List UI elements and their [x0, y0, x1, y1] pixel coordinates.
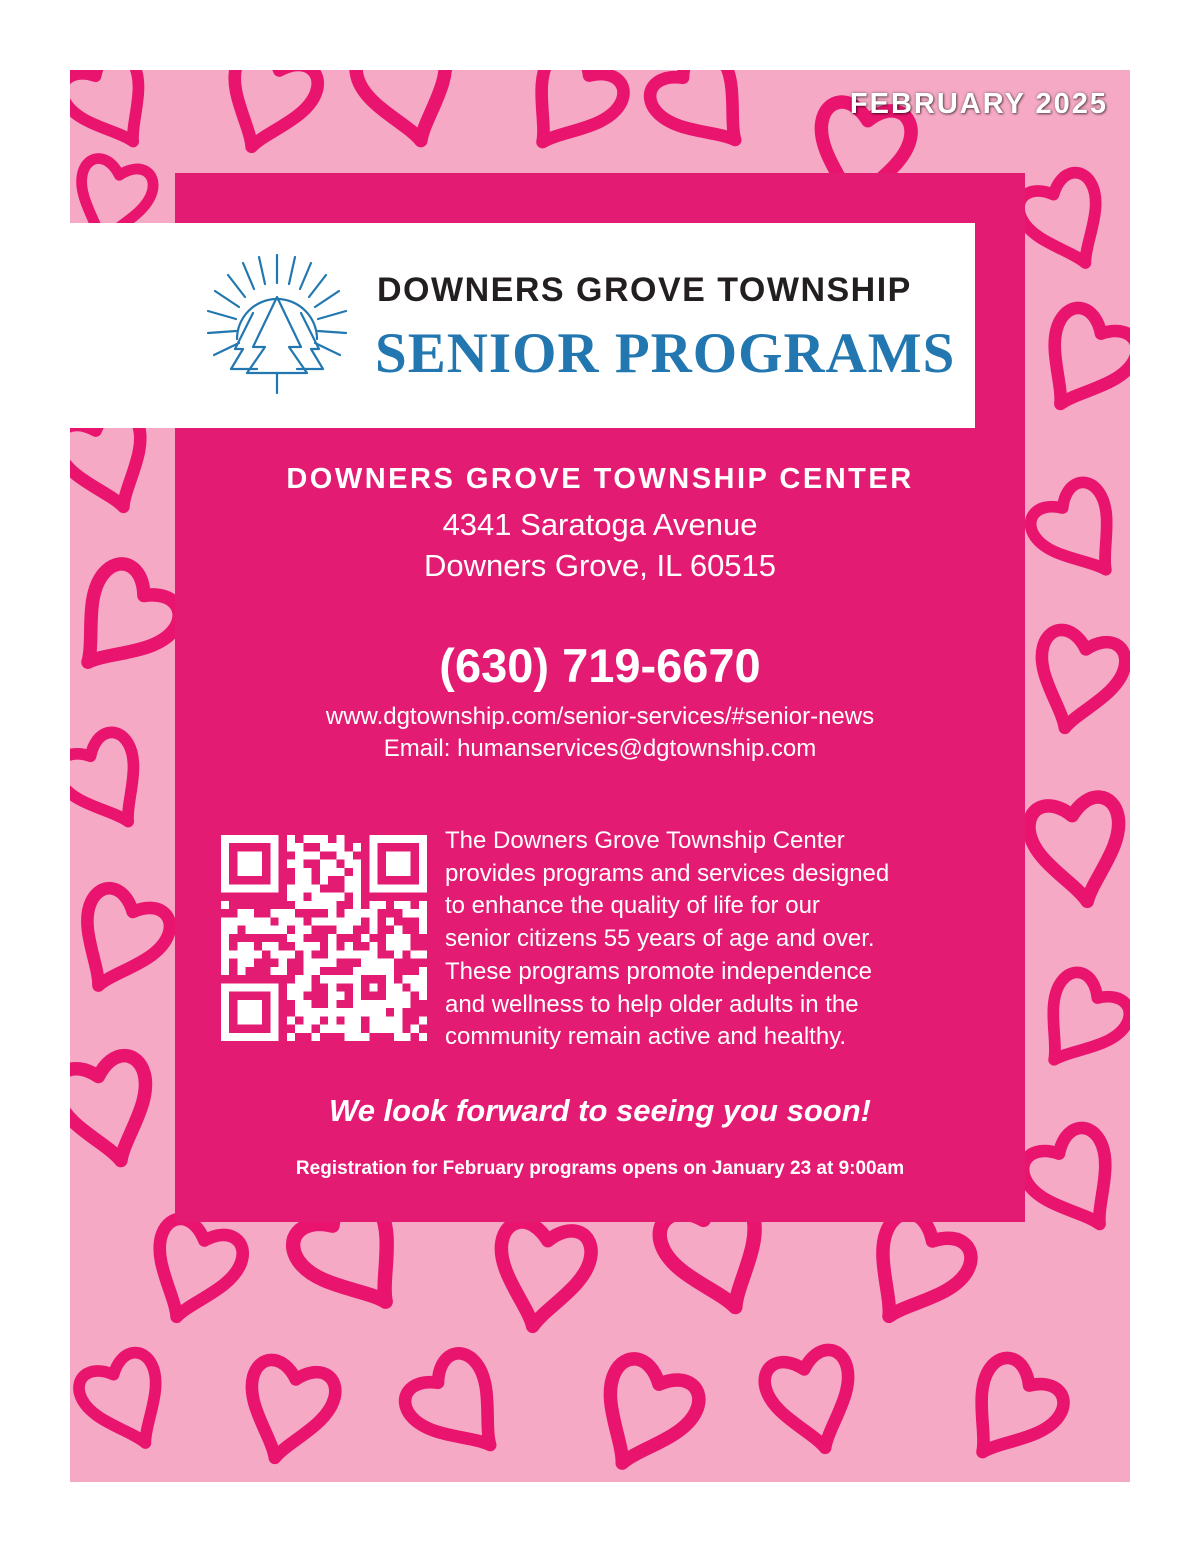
qr-module — [411, 1025, 419, 1033]
qr-module — [369, 959, 377, 967]
qr-module — [320, 843, 328, 851]
qr-module — [394, 942, 402, 950]
qr-module — [411, 909, 419, 917]
qr-module — [221, 967, 229, 975]
qr-module — [279, 926, 287, 934]
qr-module — [353, 909, 361, 917]
qr-module — [419, 983, 427, 991]
qr-module — [353, 860, 361, 868]
heart-icon — [70, 1051, 164, 1172]
qr-module — [295, 983, 303, 991]
qr-module — [312, 835, 320, 843]
qr-module — [419, 1033, 427, 1041]
qr-module — [312, 1016, 320, 1024]
registration-note: Registration for February programs opens on January 23 at 9:00am — [295, 1158, 905, 1179]
qr-module — [237, 917, 245, 925]
qr-module — [303, 959, 311, 967]
qr-module — [221, 959, 229, 967]
qr-module — [394, 934, 402, 942]
qr-module — [345, 909, 353, 917]
qr-module — [345, 860, 353, 868]
qr-module — [246, 950, 254, 958]
qr-module — [328, 983, 336, 991]
qr-module — [295, 917, 303, 925]
qr-module — [345, 851, 353, 859]
qr-module — [336, 992, 344, 1000]
heart-icon — [351, 70, 464, 152]
qr-module — [402, 942, 410, 950]
heart-icon — [397, 1346, 522, 1472]
qr-module — [221, 926, 229, 934]
qr-module — [320, 835, 328, 843]
qr-module — [361, 1008, 369, 1016]
qr-module — [402, 1033, 410, 1041]
qr-module — [221, 950, 229, 958]
qr-module — [353, 901, 361, 909]
qr-module — [270, 926, 278, 934]
heart-icon — [212, 70, 323, 161]
sun-rays — [208, 255, 346, 355]
qr-module — [287, 860, 295, 868]
heart-icon — [850, 1206, 979, 1339]
qr-module — [320, 959, 328, 967]
qr-module — [270, 909, 278, 917]
qr-module — [237, 909, 245, 917]
qr-module — [336, 835, 344, 843]
organization-name: DOWNERS GROVE TOWNSHIP — [377, 271, 912, 309]
qr-module — [361, 959, 369, 967]
qr-module — [394, 983, 402, 991]
qr-module — [303, 926, 311, 934]
qr-module — [279, 959, 287, 967]
heart-icon — [70, 70, 167, 161]
qr-module — [295, 893, 303, 901]
qr-module — [320, 975, 328, 983]
qr-module — [328, 901, 336, 909]
qr-module — [336, 926, 344, 934]
qr-module — [345, 975, 353, 983]
qr-module — [328, 1025, 336, 1033]
qr-module — [295, 868, 303, 876]
qr-module — [328, 917, 336, 925]
qr-module — [378, 1008, 386, 1016]
qr-module — [361, 1033, 369, 1041]
heart-icon — [642, 70, 767, 167]
qr-module — [295, 942, 303, 950]
email-link[interactable]: Email: humanservices@dgtownship.com — [383, 735, 817, 762]
qr-module — [237, 967, 245, 975]
qr-module — [320, 876, 328, 884]
description-block — [445, 825, 965, 1054]
qr-module — [402, 992, 410, 1000]
qr-module — [394, 1025, 402, 1033]
qr-module — [254, 926, 262, 934]
qr-module — [270, 967, 278, 975]
heart-icon — [1016, 1121, 1130, 1245]
qr-module — [378, 1016, 386, 1024]
heart-icon — [1024, 301, 1130, 425]
qr-module — [394, 950, 402, 958]
qr-module — [303, 1000, 311, 1008]
qr-module — [303, 967, 311, 975]
qr-module — [312, 967, 320, 975]
qr-module — [312, 942, 320, 950]
qr-module — [287, 992, 295, 1000]
qr-module — [287, 1033, 295, 1041]
qr-module — [287, 934, 295, 942]
qr-module — [402, 1000, 410, 1008]
heart-icon — [508, 70, 631, 166]
qr-module — [419, 901, 427, 909]
qr-module — [369, 1016, 377, 1024]
pine-trees — [231, 297, 323, 393]
qr-module — [246, 926, 254, 934]
qr-module — [345, 1008, 353, 1016]
qr-module — [336, 893, 344, 901]
qr-module — [328, 992, 336, 1000]
heart-icon — [581, 1352, 705, 1482]
qr-module — [328, 950, 336, 958]
qr-module — [394, 1008, 402, 1016]
heart-icon — [1022, 966, 1130, 1083]
qr-module — [345, 884, 353, 892]
qr-module — [295, 843, 303, 851]
qr-module — [336, 950, 344, 958]
qr-module — [369, 909, 377, 917]
qr-module — [419, 975, 427, 983]
header-band — [70, 223, 975, 428]
qr-module — [353, 917, 361, 925]
qr-module — [336, 1025, 344, 1033]
qr-module — [394, 992, 402, 1000]
qr-module — [320, 901, 328, 909]
qr-module — [320, 860, 328, 868]
qr-module — [345, 1025, 353, 1033]
qr-module — [328, 1000, 336, 1008]
heart-icon — [1013, 167, 1121, 279]
qr-module — [320, 1025, 328, 1033]
qr-module — [303, 901, 311, 909]
qr-module — [378, 901, 386, 909]
qr-module — [336, 868, 344, 876]
qr-module — [229, 950, 237, 958]
qr-module — [303, 942, 311, 950]
qr-module — [361, 934, 369, 942]
qr-module — [369, 926, 377, 934]
qr-module — [221, 901, 229, 909]
qr-module — [386, 942, 394, 950]
qr-module — [336, 917, 344, 925]
qr-module — [303, 851, 311, 859]
qr-module — [254, 950, 262, 958]
qr-module — [394, 1000, 402, 1008]
qr-module — [303, 868, 311, 876]
qr-module — [229, 917, 237, 925]
qr-module — [328, 1008, 336, 1016]
qr-module — [369, 942, 377, 950]
qr-module — [295, 934, 303, 942]
qr-module — [237, 950, 245, 958]
qr-module — [246, 909, 254, 917]
qr-module — [295, 1025, 303, 1033]
flyer — [70, 70, 1130, 1482]
qr-module — [270, 942, 278, 950]
qr-module — [386, 1025, 394, 1033]
qr-module — [328, 959, 336, 967]
tagline: We look forward to seeing you soon! — [329, 1093, 871, 1128]
qr-module — [386, 1016, 394, 1024]
qr-module — [287, 909, 295, 917]
qr-module — [303, 983, 311, 991]
qr-module — [312, 884, 320, 892]
qr-module — [262, 942, 270, 950]
qr-module — [402, 909, 410, 917]
qr-module — [336, 1008, 344, 1016]
qr-module — [287, 950, 295, 958]
phone-number: (630) 719-6670 — [439, 639, 761, 692]
heart-icon — [760, 1346, 866, 1459]
heart-icon — [1024, 626, 1130, 739]
sun-over-pine-trees-icon — [205, 251, 350, 401]
heart-icon — [137, 1214, 248, 1331]
qr-module — [353, 843, 361, 851]
qr-module — [402, 975, 410, 983]
qr-module — [394, 1016, 402, 1024]
qr-module — [303, 884, 311, 892]
qr-module — [394, 1033, 402, 1041]
heart-icon — [1024, 476, 1130, 593]
qr-module — [345, 926, 353, 934]
qr-module — [328, 893, 336, 901]
qr-code-icon[interactable] — [221, 835, 427, 1041]
center-name: DOWNERS GROVE TOWNSHIP CENTER — [286, 463, 914, 495]
qr-module — [419, 1016, 427, 1024]
qr-module — [369, 1025, 377, 1033]
qr-module — [328, 868, 336, 876]
qr-module — [254, 917, 262, 925]
qr-module — [394, 926, 402, 934]
qr-module — [345, 1016, 353, 1024]
heart-icon — [948, 1351, 1071, 1476]
qr-module — [328, 934, 336, 942]
qr-module — [295, 901, 303, 909]
qr-module — [279, 909, 287, 917]
qr-module — [386, 917, 394, 925]
address-line-2: Downers Grove, IL 60515 — [423, 548, 777, 583]
qr-module — [221, 942, 229, 950]
qr-module — [287, 983, 295, 991]
qr-module — [336, 843, 344, 851]
qr-module — [411, 950, 419, 958]
qr-module — [295, 860, 303, 868]
qr-module — [419, 992, 427, 1000]
qr-module — [320, 917, 328, 925]
qr-module — [419, 909, 427, 917]
qr-module — [328, 942, 336, 950]
qr-module — [419, 950, 427, 958]
qr-module — [279, 967, 287, 975]
qr-module — [270, 950, 278, 958]
description-text: The Downers Grove Township Center provides programs and services designed to enhance the quality of life for our senior citizens 55 years of age and over. These programs promote independence and wellness to help older adults in the community remain active and healthy. — [445, 827, 890, 1051]
qr-module — [336, 851, 344, 859]
qr-module — [295, 884, 303, 892]
website-link[interactable]: www.dgtownship.com/senior-services/#senior-news — [325, 703, 875, 730]
qr-module — [303, 1025, 311, 1033]
qr-module — [287, 1016, 295, 1024]
qr-module — [336, 975, 344, 983]
qr-module — [369, 1008, 377, 1016]
qr-module — [287, 835, 295, 843]
qr-module — [361, 950, 369, 958]
qr-module — [353, 868, 361, 876]
qr-module — [320, 893, 328, 901]
qr-module — [378, 959, 386, 967]
qr-alignment-dot — [369, 983, 377, 991]
qr-module — [295, 1000, 303, 1008]
qr-module — [328, 843, 336, 851]
qr-module — [295, 851, 303, 859]
heart-icon — [488, 1219, 594, 1334]
qr-module — [229, 926, 237, 934]
qr-module — [262, 917, 270, 925]
heart-icon — [234, 1356, 340, 1469]
qr-module — [303, 835, 311, 843]
qr-module — [295, 1008, 303, 1016]
qr-module — [312, 851, 320, 859]
qr-module — [353, 1008, 361, 1016]
qr-module — [345, 1033, 353, 1041]
qr-module — [353, 1033, 361, 1041]
qr-module — [312, 1033, 320, 1041]
qr-module — [295, 992, 303, 1000]
heart-icon — [70, 882, 176, 1003]
qr-module — [345, 942, 353, 950]
month-label: FEBRUARY 2025 — [849, 88, 1108, 120]
qr-module — [328, 975, 336, 983]
qr-module — [353, 876, 361, 884]
qr-module — [353, 1025, 361, 1033]
qr-module — [262, 926, 270, 934]
qr-module — [369, 950, 377, 958]
qr-module — [246, 959, 254, 967]
qr-module — [279, 917, 287, 925]
qr-module — [353, 1016, 361, 1024]
qr-module — [345, 917, 353, 925]
qr-module — [287, 917, 295, 925]
qr-module — [353, 884, 361, 892]
qr-module — [353, 893, 361, 901]
qr-module — [303, 975, 311, 983]
heart-icon — [1025, 794, 1130, 909]
qr-module — [246, 942, 254, 950]
qr-module — [345, 950, 353, 958]
qr-module — [345, 876, 353, 884]
qr-module — [287, 893, 295, 901]
qr-module — [312, 893, 320, 901]
qr-module — [246, 917, 254, 925]
qr-module — [312, 959, 320, 967]
qr-module — [303, 950, 311, 958]
qr-module — [295, 975, 303, 983]
qr-module — [221, 934, 229, 942]
qr-module — [320, 1008, 328, 1016]
qr-module — [419, 926, 427, 934]
qr-module — [328, 860, 336, 868]
qr-module — [369, 901, 377, 909]
qr-module — [402, 901, 410, 909]
qr-module — [328, 909, 336, 917]
qr-module — [303, 876, 311, 884]
qr-module — [237, 959, 245, 967]
qr-module — [295, 876, 303, 884]
qr-module — [411, 983, 419, 991]
qr-module — [287, 884, 295, 892]
heart-icon — [73, 1347, 181, 1459]
heart-icon — [70, 726, 162, 841]
qr-module — [237, 942, 245, 950]
qr-module — [369, 917, 377, 925]
address-line-1: 4341 Saratoga Avenue — [442, 507, 758, 542]
qr-module — [303, 1016, 311, 1024]
qr-module — [402, 934, 410, 942]
qr-module — [361, 909, 369, 917]
qr-module — [419, 967, 427, 975]
qr-module — [353, 950, 361, 958]
qr-module — [394, 901, 402, 909]
heart-icon — [70, 556, 187, 691]
qr-module — [312, 901, 320, 909]
qr-module — [279, 950, 287, 958]
qr-module — [287, 843, 295, 851]
qr-module — [320, 868, 328, 876]
qr-module — [328, 1016, 336, 1024]
qr-module — [386, 934, 394, 942]
program-name: SENIOR PROGRAMS — [375, 322, 956, 385]
qr-module — [303, 1008, 311, 1016]
qr-module — [295, 926, 303, 934]
qr-module — [386, 959, 394, 967]
qr-module — [411, 975, 419, 983]
qr-module — [221, 917, 229, 925]
qr-module — [419, 917, 427, 925]
qr-module — [312, 1008, 320, 1016]
qr-module — [378, 1025, 386, 1033]
qr-module — [312, 917, 320, 925]
